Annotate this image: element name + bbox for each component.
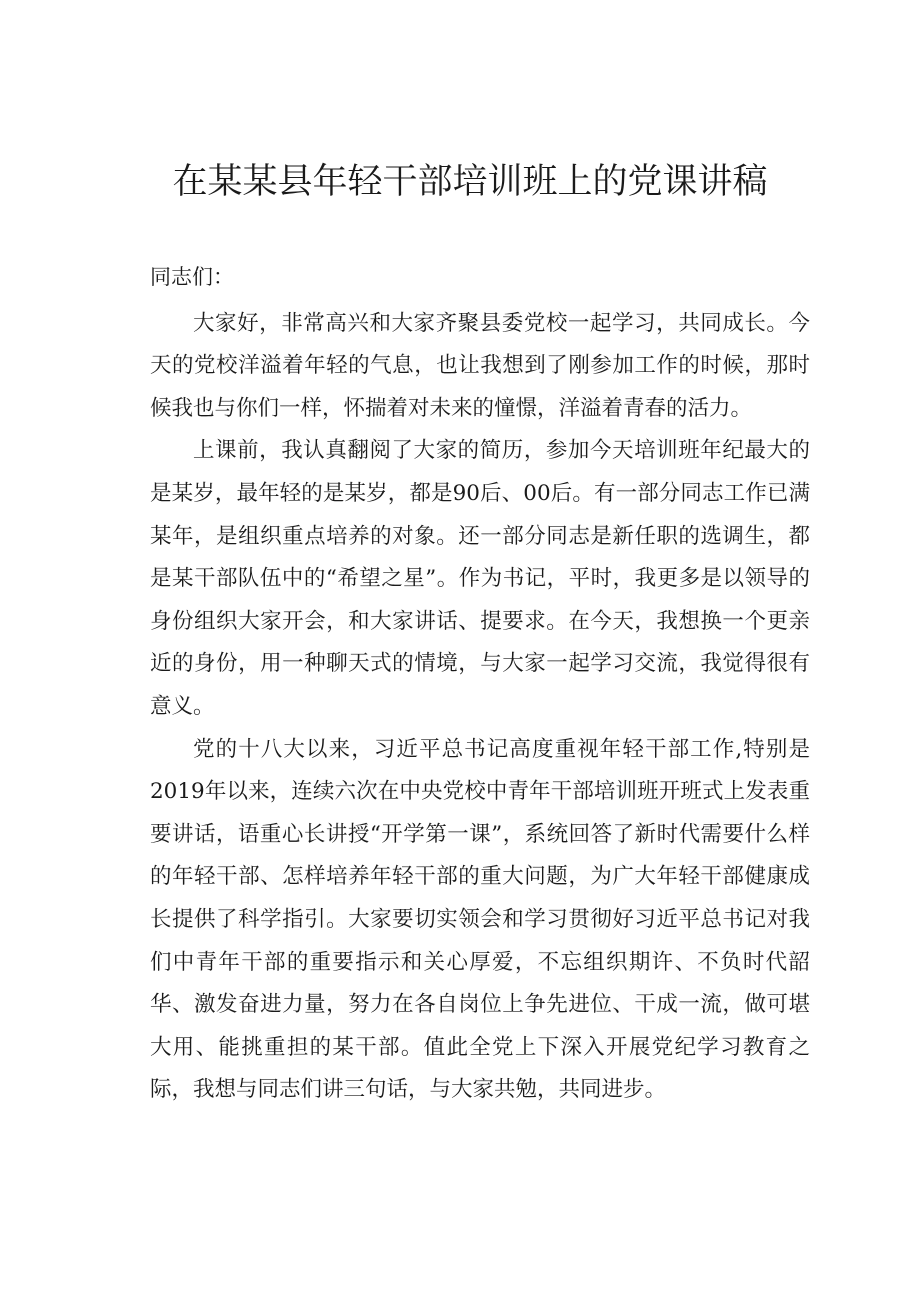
document-body	[150, 256, 810, 1112]
salutation: 同志们：	[150, 265, 234, 289]
paragraph-2: 上课前，我认真翻阅了大家的简历，参加今天培训班年纪最大的是某岁，最年轻的是某岁，都是90后、00后。有一部分同志工作已满某年，是组织重点培养的对象。还一部分同志是新任职的选调生，都是某干部队伍中的“希望之星”。作为书记，平时，我更多是以领导的身份组织大家开会，和大家讲话、提要求。在今天，我想换一个更亲近的身份，用一种聊天式的情境，与大家一起学习交流，我觉得很有意义。	[150, 438, 810, 719]
paragraph-1: 大家好，非常高兴和大家齐聚县委党校一起学习，共同成长。今天的党校洋溢着年轻的气息，也让我想到了刚参加工作的时候，那时候我也与你们一样，怀揣着对未来的憧憬，洋溢着青春的活力。	[150, 310, 810, 421]
paragraph-3: 党的十八大以来，习近平总书记高度重视年轻干部工作,特别是2019年以来，连续六次在中央党校中青年干部培训班开班式上发表重要讲话，语重心长讲授“开学第一课”，系统回答了新时代需要什么样的年轻干部、怎样培养年轻干部的重大问题，为广大年轻干部健康成长提供了科学指引。大家要切实领会和学习贯彻好习近平总书记对我们中青年干部的重要指示和关心厚爱，不忘组织期许、不负时代韶华、激发奋进力量，努力在各自岗位上争先进位、干成一流，做可堪大用、能挑重担的某干部。值此全党上下深入开展党纪学习教育之际，我想与同志们讲三句话，与大家共勉，共同进步。	[150, 736, 810, 1103]
document-title: 在某某县年轻干部培训班上的党课讲稿	[172, 162, 768, 202]
